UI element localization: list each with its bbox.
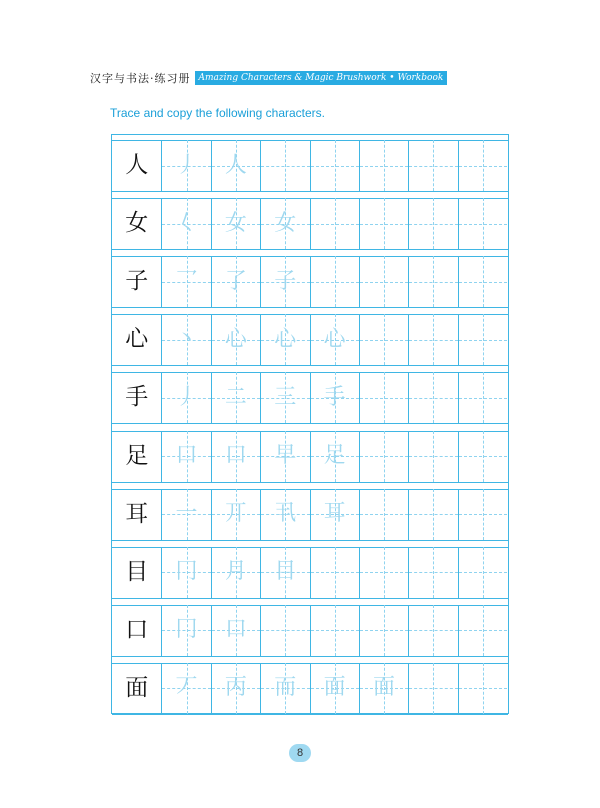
- trace-stroke-character: 早: [274, 443, 297, 468]
- header-chinese-title: 汉字与书法·练习册: [90, 72, 191, 85]
- tracing-cell[interactable]: [310, 140, 359, 191]
- model-character: 耳: [125, 500, 149, 527]
- tracing-cell[interactable]: [310, 256, 359, 307]
- tracing-cell[interactable]: [458, 198, 507, 249]
- tracing-cell[interactable]: [359, 547, 408, 598]
- trace-stroke-character: [459, 547, 507, 598]
- tracing-cell[interactable]: [211, 431, 260, 482]
- tracing-cell[interactable]: [161, 256, 210, 307]
- tracing-cell[interactable]: [310, 663, 359, 714]
- trace-stroke-character: [459, 489, 507, 540]
- tracing-cell[interactable]: [458, 314, 507, 365]
- tracing-cell[interactable]: [211, 547, 260, 598]
- tracing-cell[interactable]: [458, 547, 507, 598]
- tracing-cell[interactable]: [458, 256, 507, 307]
- tracing-cell[interactable]: [359, 198, 408, 249]
- trace-stroke-character: 丙: [224, 675, 247, 701]
- row-border-bottom: [112, 714, 508, 715]
- practice-row: [112, 489, 508, 540]
- trace-stroke-character: 乛: [175, 268, 198, 294]
- model-character-cell: [112, 431, 161, 482]
- tracing-cell[interactable]: [310, 372, 359, 423]
- model-character: 手: [125, 384, 149, 411]
- trace-stroke-character: 了: [224, 268, 247, 294]
- tracing-cell[interactable]: [359, 605, 408, 656]
- trace-stroke-character: [409, 314, 457, 365]
- trace-stroke-character: [409, 198, 457, 249]
- tracing-cell[interactable]: [310, 489, 359, 540]
- tracing-cell[interactable]: [260, 256, 309, 307]
- trace-stroke-character: 丌: [224, 501, 247, 527]
- trace-stroke-character: [311, 547, 359, 598]
- trace-stroke-character: [360, 140, 408, 191]
- row-separator-top: [112, 598, 508, 599]
- model-character-cell: [112, 605, 161, 656]
- trace-stroke-character: 月: [224, 559, 247, 585]
- tracing-cell[interactable]: [260, 489, 309, 540]
- tracing-cell[interactable]: [211, 605, 260, 656]
- trace-stroke-character: [261, 605, 309, 656]
- trace-stroke-character: [409, 256, 457, 307]
- model-character-cell: [112, 489, 161, 540]
- tracing-cell[interactable]: [211, 198, 260, 249]
- trace-stroke-character: [311, 605, 359, 656]
- trace-stroke-character: 丶: [175, 326, 198, 352]
- practice-row: [112, 314, 508, 365]
- tracing-cell[interactable]: [161, 198, 210, 249]
- model-character: 子: [125, 268, 149, 295]
- model-character-cell: [112, 663, 161, 714]
- trace-stroke-character: 目: [274, 559, 297, 585]
- practice-row: [112, 140, 508, 191]
- trace-stroke-character: 子: [274, 268, 297, 294]
- tracing-cell[interactable]: [458, 140, 507, 191]
- row-separator-top: [112, 423, 508, 424]
- tracing-cell[interactable]: [458, 372, 507, 423]
- tracing-cell[interactable]: [161, 547, 210, 598]
- model-character: 口: [125, 616, 149, 643]
- model-character: 目: [125, 558, 149, 585]
- trace-stroke-character: [311, 198, 359, 249]
- trace-stroke-character: [459, 198, 507, 249]
- trace-stroke-character: 面: [373, 675, 396, 701]
- tracing-cell[interactable]: [458, 431, 507, 482]
- practice-row: [112, 605, 508, 656]
- row-separator-top: [112, 540, 508, 541]
- row-separator-top: [112, 191, 508, 192]
- tracing-cell[interactable]: [161, 489, 210, 540]
- tracing-cell[interactable]: [211, 663, 260, 714]
- trace-stroke-character: [409, 372, 457, 423]
- trace-stroke-character: [360, 605, 408, 656]
- practice-row: [112, 256, 508, 307]
- tracing-cell[interactable]: [260, 547, 309, 598]
- tracing-cell[interactable]: [408, 256, 457, 307]
- trace-stroke-character: 手: [323, 384, 346, 410]
- trace-stroke-character: [409, 663, 457, 714]
- header-english-title: Amazing Characters & Magic Brushwork • Workbook: [195, 71, 448, 85]
- tracing-cell[interactable]: [260, 605, 309, 656]
- trace-stroke-character: [360, 198, 408, 249]
- trace-stroke-character: [409, 547, 457, 598]
- tracing-cell[interactable]: [408, 372, 457, 423]
- trace-stroke-character: 口: [224, 617, 247, 643]
- trace-stroke-character: [409, 431, 457, 482]
- model-character: 面: [125, 674, 149, 701]
- tracing-cell[interactable]: [260, 663, 309, 714]
- trace-stroke-character: [311, 140, 359, 191]
- tracing-cell[interactable]: [359, 663, 408, 714]
- trace-stroke-character: 冂: [175, 559, 198, 585]
- trace-stroke-character: 而: [274, 675, 297, 701]
- page-header: [90, 71, 447, 85]
- trace-stroke-character: 心: [224, 326, 247, 352]
- practice-grid: [111, 134, 509, 714]
- trace-stroke-character: 人: [224, 152, 247, 178]
- trace-stroke-character: [459, 372, 507, 423]
- tracing-cell[interactable]: [211, 314, 260, 365]
- practice-row: [112, 198, 508, 249]
- trace-stroke-character: 女: [274, 210, 297, 236]
- tracing-cell[interactable]: [211, 256, 260, 307]
- trace-stroke-character: [459, 314, 507, 365]
- tracing-cell[interactable]: [211, 372, 260, 423]
- tracing-cell[interactable]: [408, 547, 457, 598]
- tracing-cell[interactable]: [458, 489, 507, 540]
- tracing-cell[interactable]: [161, 431, 210, 482]
- tracing-cell[interactable]: [408, 605, 457, 656]
- trace-stroke-character: [409, 140, 457, 191]
- tracing-cell[interactable]: [408, 314, 457, 365]
- trace-stroke-character: [459, 140, 507, 191]
- model-character-cell: [112, 140, 161, 191]
- trace-stroke-character: 心: [323, 326, 346, 352]
- tracing-cell[interactable]: [161, 663, 210, 714]
- trace-stroke-character: 口: [175, 443, 198, 468]
- tracing-cell[interactable]: [359, 256, 408, 307]
- trace-stroke-character: 丆: [175, 675, 198, 701]
- tracing-cell[interactable]: [310, 547, 359, 598]
- tracing-cell[interactable]: [260, 314, 309, 365]
- trace-stroke-character: [409, 489, 457, 540]
- model-character-cell: [112, 198, 161, 249]
- trace-stroke-character: [311, 256, 359, 307]
- trace-stroke-character: [360, 489, 408, 540]
- tracing-cell[interactable]: [260, 198, 309, 249]
- trace-stroke-character: 丮: [274, 501, 297, 527]
- trace-stroke-character: [360, 547, 408, 598]
- row-separator-top: [112, 656, 508, 657]
- model-character-cell: [112, 372, 161, 423]
- tracing-cell[interactable]: [310, 198, 359, 249]
- trace-stroke-character: 足: [323, 443, 346, 468]
- trace-stroke-character: 女: [224, 210, 247, 236]
- trace-stroke-character: 三: [274, 384, 297, 410]
- tracing-cell[interactable]: [359, 314, 408, 365]
- tracing-cell[interactable]: [310, 431, 359, 482]
- row-separator-top: [112, 307, 508, 308]
- tracing-cell[interactable]: [260, 431, 309, 482]
- trace-stroke-character: 冂: [175, 617, 198, 643]
- instruction-text: Trace and copy the following characters.: [110, 106, 325, 120]
- practice-row: [112, 663, 508, 714]
- trace-stroke-character: 二: [224, 384, 247, 410]
- trace-stroke-character: [360, 314, 408, 365]
- trace-stroke-character: [459, 605, 507, 656]
- tracing-cell[interactable]: [408, 489, 457, 540]
- tracing-cell[interactable]: [408, 198, 457, 249]
- trace-stroke-character: 𡿨: [175, 210, 198, 236]
- tracing-cell[interactable]: [359, 372, 408, 423]
- tracing-cell[interactable]: [458, 605, 507, 656]
- tracing-cell[interactable]: [408, 140, 457, 191]
- practice-row: [112, 431, 508, 482]
- tracing-cell[interactable]: [211, 140, 260, 191]
- trace-stroke-character: [360, 256, 408, 307]
- trace-stroke-character: [459, 663, 507, 714]
- practice-row: [112, 547, 508, 598]
- tracing-cell[interactable]: [310, 605, 359, 656]
- trace-stroke-character: 心: [274, 326, 297, 352]
- trace-stroke-character: 耳: [323, 501, 346, 527]
- tracing-cell[interactable]: [161, 605, 210, 656]
- tracing-cell[interactable]: [408, 431, 457, 482]
- tracing-cell[interactable]: [260, 140, 309, 191]
- trace-stroke-character: [459, 431, 507, 482]
- trace-stroke-character: 口: [224, 443, 247, 468]
- row-separator-top: [112, 249, 508, 250]
- tracing-cell[interactable]: [408, 663, 457, 714]
- row-separator-top: [112, 482, 508, 483]
- trace-stroke-character: [360, 431, 408, 482]
- tracing-cell[interactable]: [359, 431, 408, 482]
- tracing-cell[interactable]: [310, 314, 359, 365]
- tracing-cell[interactable]: [359, 140, 408, 191]
- trace-stroke-character: 丿: [175, 152, 198, 178]
- model-character-cell: [112, 256, 161, 307]
- model-character-cell: [112, 547, 161, 598]
- tracing-cell[interactable]: [260, 372, 309, 423]
- model-character: 人: [125, 152, 149, 178]
- trace-stroke-character: [360, 372, 408, 423]
- tracing-cell[interactable]: [359, 489, 408, 540]
- model-character: 女: [125, 210, 149, 237]
- model-character: 心: [125, 326, 149, 353]
- tracing-cell[interactable]: [211, 489, 260, 540]
- practice-row: [112, 372, 508, 423]
- trace-stroke-character: 面: [323, 675, 346, 701]
- row-separator-top: [112, 365, 508, 366]
- tracing-cell[interactable]: [161, 314, 210, 365]
- trace-stroke-character: [409, 605, 457, 656]
- trace-stroke-character: [261, 140, 309, 191]
- trace-stroke-character: 丿: [175, 384, 198, 410]
- tracing-cell[interactable]: [458, 663, 507, 714]
- tracing-cell[interactable]: [161, 372, 210, 423]
- trace-stroke-character: 一: [175, 501, 198, 527]
- model-character: 足: [125, 442, 149, 469]
- page-number: 8: [289, 744, 311, 762]
- model-character-cell: [112, 314, 161, 365]
- trace-stroke-character: [459, 256, 507, 307]
- tracing-cell[interactable]: [161, 140, 210, 191]
